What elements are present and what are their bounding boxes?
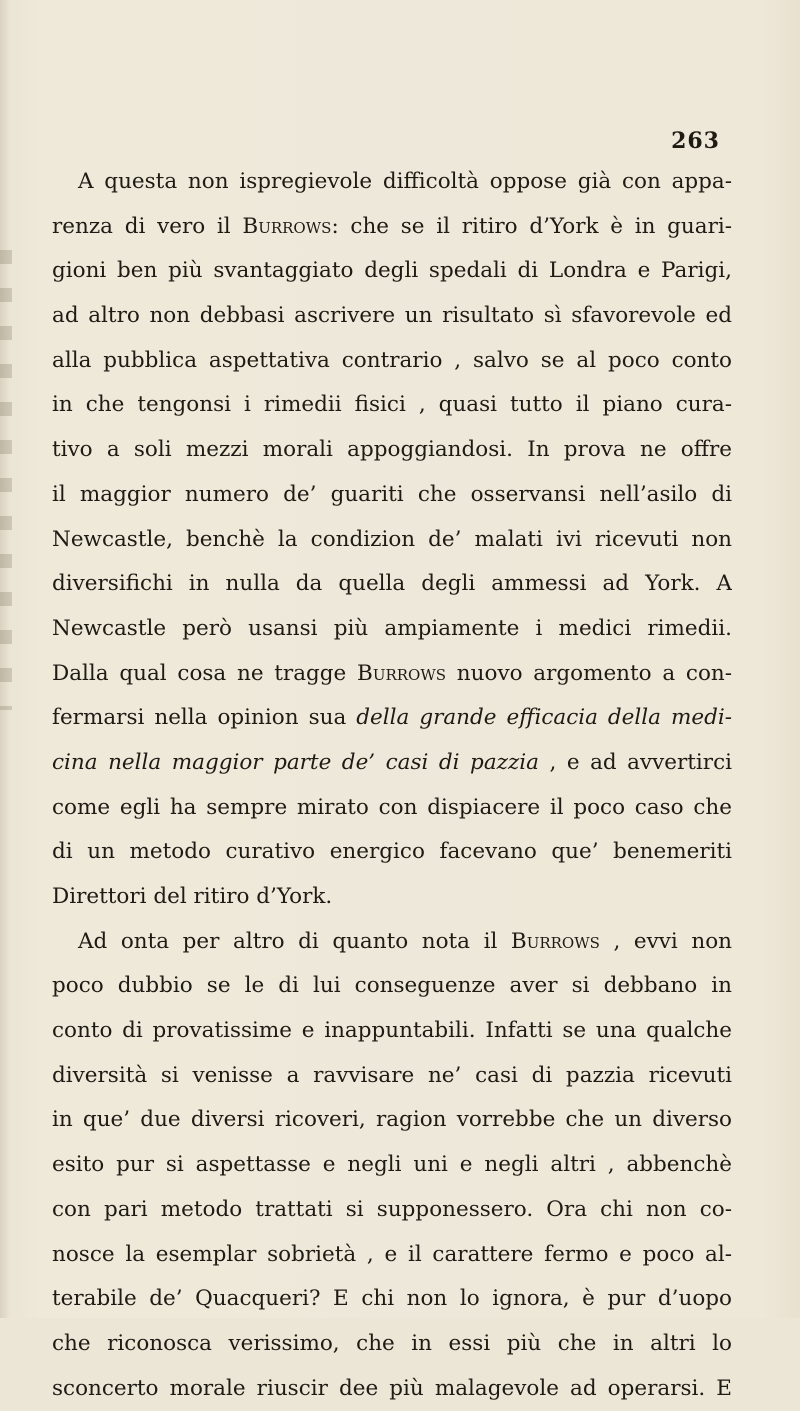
text-line <box>52 160 732 205</box>
text-run: nosce la esemplar sobrietà , e il carattere fermo e poco al- <box>52 1241 732 1267</box>
text-line <box>52 1054 732 1099</box>
text-line <box>52 696 732 741</box>
body-text <box>52 160 732 1411</box>
text-run: Dalla qual cosa ne tragge <box>52 660 358 686</box>
text-line <box>52 1367 732 1411</box>
text-line <box>52 1233 732 1278</box>
text-run: fermarsi nella opinion sua <box>52 705 357 731</box>
text-run: di un metodo curativo energico facevano que’ benemeriti <box>52 839 732 865</box>
text-run: Newcastle, benchè la condizion de’ malati ivi ricevuti non <box>52 526 732 552</box>
text-run: ad altro non debbasi ascrivere un risultato sì sfavorevole ed <box>52 303 732 329</box>
text-run: esito pur si aspettasse e negli uni e negli altri , abbenchè <box>52 1152 732 1178</box>
text-line <box>52 1188 732 1233</box>
text-run: conto di provatissime e inappuntabili. Infatti se una qualche <box>52 1018 732 1044</box>
text-run: Newcastle però usansi più ampiamente i medici rimedii. <box>52 615 732 641</box>
text-line <box>52 875 732 920</box>
author-name: Burrows <box>510 928 600 954</box>
text-run: A questa non ispregievole difficoltà oppose già con appa- <box>78 169 732 194</box>
text-run: nuovo argomento a con- <box>446 660 732 686</box>
text-run: sconcerto morale riuscir dee più malagevole ad operarsi. E <box>52 1375 732 1401</box>
text-run: Ad onta per altro di quanto nota il <box>78 928 511 954</box>
text-line <box>52 830 732 875</box>
author-name: Burrows <box>242 213 332 239</box>
page-number: 263 <box>671 128 720 154</box>
text-line <box>52 1322 732 1367</box>
author-name: Burrows <box>357 660 447 686</box>
text-line <box>52 383 732 428</box>
text-line <box>52 964 732 1009</box>
text-line <box>52 1143 732 1188</box>
text-run: in che tengonsi i rimedii fisici , quasi tutto il piano cura- <box>52 392 732 418</box>
text-line <box>52 1277 732 1322</box>
text-line <box>52 473 732 518</box>
binding-gutter <box>0 250 12 710</box>
text-line <box>52 428 732 473</box>
text-run: poco dubbio se le di lui conseguenze aver si debbano in <box>52 973 732 999</box>
italic-phrase: della grande efficacia della medi- <box>356 705 732 731</box>
text-run: gioni ben più svantaggiato degli spedali di Londra e Parigi, <box>52 258 732 284</box>
text-line <box>52 607 732 652</box>
text-line <box>52 741 732 786</box>
italic-phrase: cina nella maggior parte de’ casi di pazzia <box>52 749 539 775</box>
text-run: Direttori del ritiro d’York. <box>52 884 333 909</box>
text-run: terabile de’ Quacqueri? E chi non lo ignora, è pur d’uopo <box>52 1286 732 1312</box>
text-run: tivo a soli mezzi morali appoggiandosi. In prova ne offre <box>52 437 732 463</box>
text-run: , e ad avvertirci <box>539 749 732 775</box>
text-line <box>52 1098 732 1143</box>
text-run: con pari metodo trattati si supponessero. Ora chi non co- <box>52 1196 732 1222</box>
text-line <box>52 294 732 339</box>
text-run: in que’ due diversi ricoveri, ragion vorrebbe che un diverso <box>52 1107 732 1133</box>
text-line <box>52 786 732 831</box>
text-run: diversifichi in nulla da quella degli ammessi ad York. A <box>52 571 732 597</box>
text-run: diversità si venisse a ravvisare ne’ casi di pazzia ricevuti <box>52 1062 732 1088</box>
text-run: il maggior numero de’ guariti che osservansi nell’asilo di <box>52 481 732 507</box>
text-run: alla pubblica aspettativa contrario , salvo se al poco conto <box>52 347 732 373</box>
text-run: : che se il ritiro d’York è in guari- <box>331 213 732 239</box>
text-line <box>52 1009 732 1054</box>
text-line <box>52 339 732 384</box>
text-line <box>52 562 732 607</box>
text-line <box>52 518 732 563</box>
text-run: , evvi non <box>599 928 732 954</box>
text-line <box>52 249 732 294</box>
text-run: che riconosca verissimo, che in essi più che in altri lo <box>52 1330 732 1356</box>
text-line <box>52 652 732 697</box>
text-line <box>52 205 732 250</box>
text-run: renza di vero il <box>52 213 243 239</box>
text-run: come egli ha sempre mirato con dispiacere il poco caso che <box>52 794 732 820</box>
text-line <box>52 920 732 965</box>
